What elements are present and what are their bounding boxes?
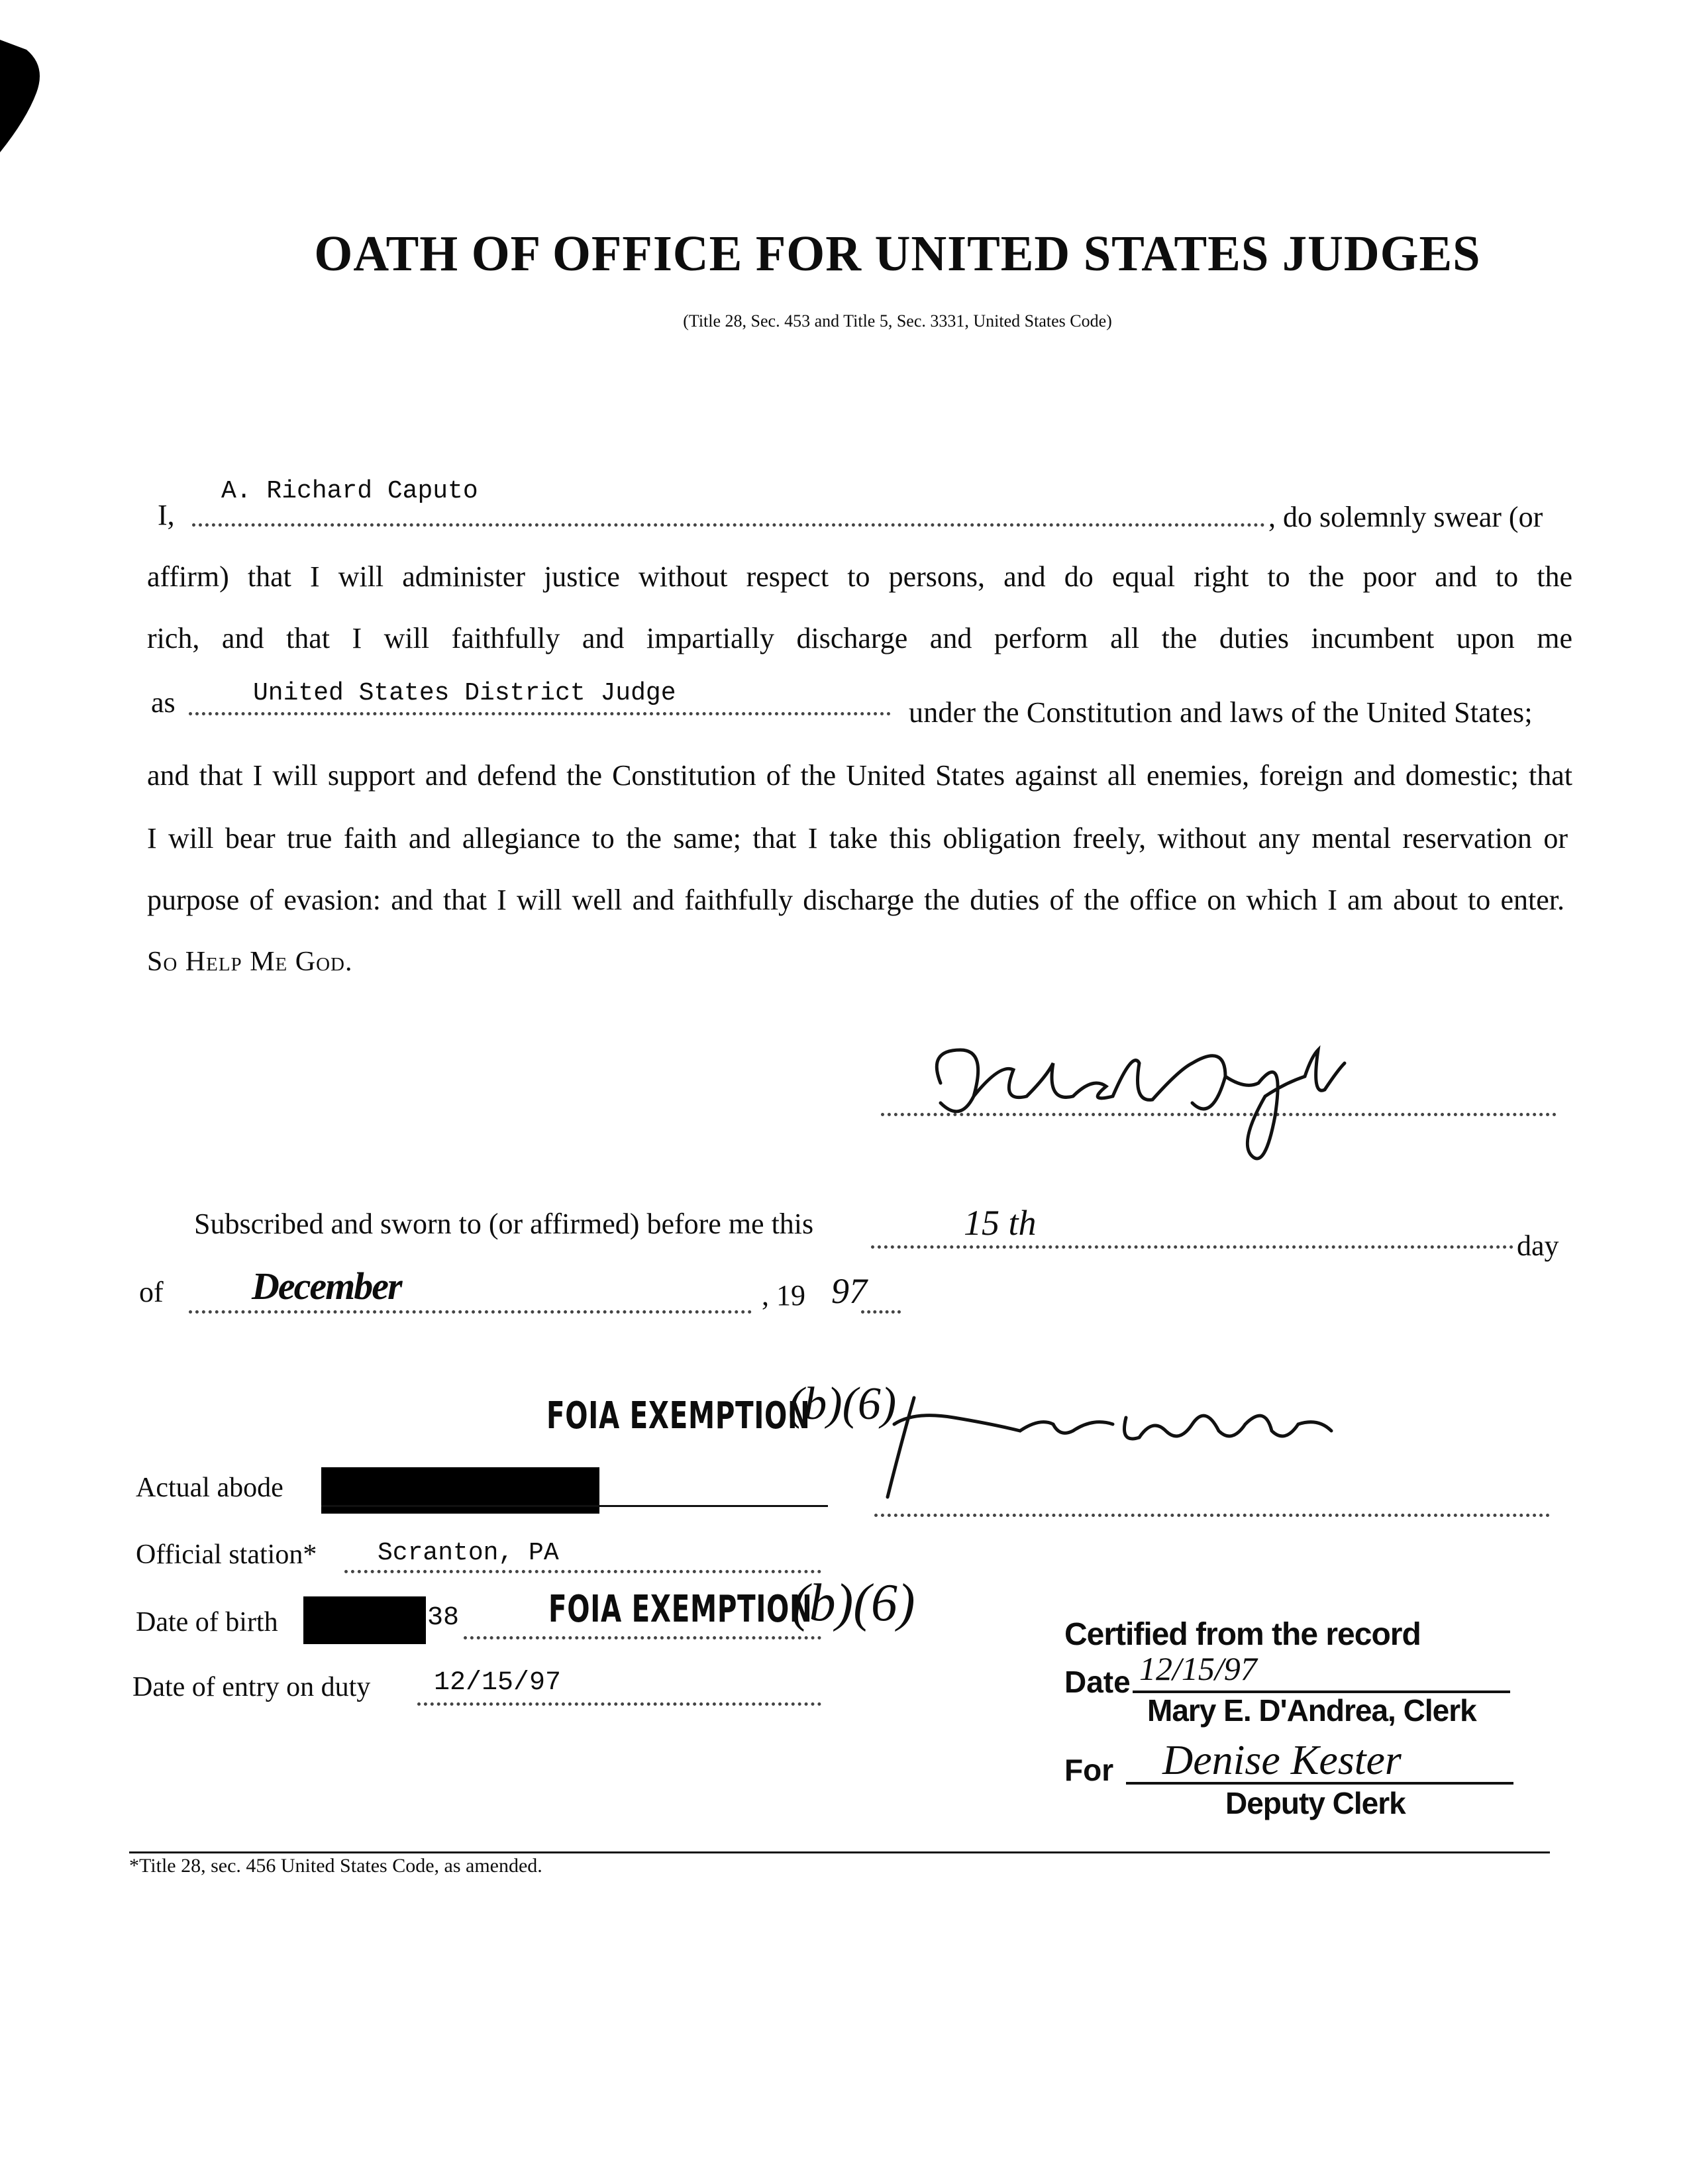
abode-underline xyxy=(321,1505,828,1507)
deputy-signature: Denise Kester xyxy=(1162,1736,1402,1783)
oath-line-1-prefix: I, xyxy=(158,499,175,531)
month-dots xyxy=(189,1310,752,1314)
deputy-signature-line xyxy=(1126,1782,1513,1785)
station-dots xyxy=(344,1570,821,1573)
oath-line-3: rich, and that I will faithfully and impartially discharge and perform all the duties incumbent upon me xyxy=(147,622,1572,654)
oath-line-4-prefix: as xyxy=(151,686,176,719)
subscribed-day-value: 15 th xyxy=(964,1203,1037,1243)
oath-line-5: and that I will support and defend the Constitution of the United States against all enemies, foreign and domestic; that xyxy=(147,759,1572,792)
foia-exemption-code-2: (b)(6) xyxy=(792,1574,915,1632)
foia-exemption-stamp-1: FOIA EXEMPTION xyxy=(546,1394,811,1437)
certified-date-value: 12/15/97 xyxy=(1139,1650,1257,1687)
page-subtitle: (Title 28, Sec. 453 and Title 5, Sec. 3331, United States Code) xyxy=(683,311,1112,331)
oath-line-7: purpose of evasion: and that I will well and faithfully discharge the duties of the office on which I am about to enter. xyxy=(147,884,1564,916)
foia-exemption-code-1: (b)(6) xyxy=(788,1378,897,1430)
official-station-value: Scranton, PA xyxy=(378,1539,559,1567)
dob-dots xyxy=(464,1636,821,1639)
judge-position: United States District Judge xyxy=(253,679,676,707)
oath-closing: So Help Me God. xyxy=(147,947,353,977)
date-of-birth-value: 38 xyxy=(427,1603,460,1633)
year-dots xyxy=(861,1310,901,1314)
witness-signature-dots xyxy=(874,1514,1550,1517)
of-label: of xyxy=(139,1276,164,1308)
judge-name: A. Richard Caputo xyxy=(221,477,478,505)
certified-heading: Certified from the record xyxy=(1064,1617,1421,1652)
subscribed-year-value: 97 xyxy=(831,1271,867,1311)
deputy-title: Deputy Clerk xyxy=(1225,1786,1406,1820)
certified-clerk: Mary E. D'Andrea, Clerk xyxy=(1147,1693,1476,1728)
official-station-label: Official station* xyxy=(136,1539,317,1570)
entry-dots xyxy=(417,1702,821,1706)
date-of-birth-label: Date of birth xyxy=(136,1607,278,1638)
day-label: day xyxy=(1517,1229,1559,1262)
date-of-entry-value: 12/15/97 xyxy=(434,1668,562,1698)
oath-line-6: I will bear true faith and allegiance to the same; that I take this obligation freely, without any mental reservation or xyxy=(147,822,1568,855)
footnote-rule xyxy=(129,1851,1550,1853)
year-prefix: , 19 xyxy=(762,1279,805,1312)
oath-line-2: affirm) that I will administer justice without respect to persons, and do equal right to the poor and to the xyxy=(147,560,1572,593)
certified-for-label: For xyxy=(1064,1753,1114,1787)
judge-name-dots xyxy=(192,523,1265,527)
page-title: OATH OF OFFICE FOR UNITED STATES JUDGES xyxy=(314,226,1481,282)
judge-position-dots xyxy=(189,712,891,715)
foia-exemption-stamp-2: FOIA EXEMPTION xyxy=(548,1588,813,1631)
day-dots xyxy=(871,1245,1513,1249)
subscribed-month-value: December xyxy=(252,1265,401,1308)
actual-abode-label: Actual abode xyxy=(136,1473,283,1503)
dob-redaction xyxy=(303,1596,426,1644)
oath-line-4-suffix: under the Constitution and laws of the United States; xyxy=(909,696,1533,729)
date-of-entry-label: Date of entry on duty xyxy=(132,1672,371,1702)
oath-line-1-suffix: , do solemnly swear (or xyxy=(1268,501,1543,533)
witness-signature xyxy=(874,1378,1364,1510)
judge-signature xyxy=(914,1023,1351,1176)
footnote: *Title 28, sec. 456 United States Code, as amended. xyxy=(129,1855,542,1877)
scan-corner-mark xyxy=(0,40,46,152)
subscribed-text: Subscribed and sworn to (or affirmed) before me this xyxy=(194,1208,814,1240)
certified-date-label: Date xyxy=(1064,1665,1131,1699)
